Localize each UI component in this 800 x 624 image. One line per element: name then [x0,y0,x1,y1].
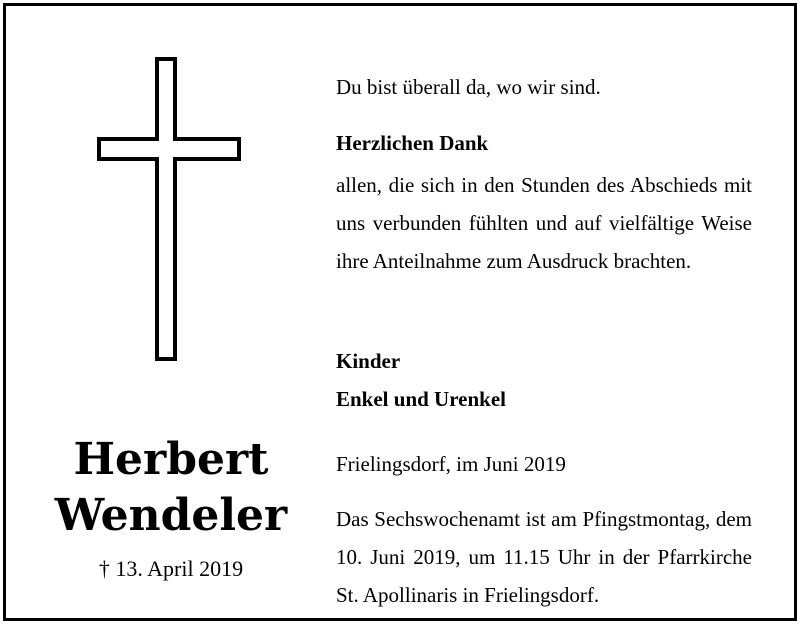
deceased-first-name: Herbert [73,434,269,485]
thanks-heading: Herzlichen Dank [336,131,489,155]
obituary-notice [3,3,797,621]
mass-info: Das Sechswochenamt ist am Pfingstmontag, dem 10. Juni 2019, um 11.15 Uhr in der Pfarrkirche St. Apollinaris in Frielingsdorf. [336,507,752,607]
death-date: † 13. April 2019 [98,556,244,581]
deceased-last-name: Wendeler [54,490,288,541]
motto: Du bist überall da, wo wir sind. [336,75,601,99]
thanks-body: allen, die sich in den Stunden des Abschieds mit uns verbunden fühlten und auf vielfältige Weise ihre Anteilnahme zum Ausdruck brachten. [336,173,752,273]
place-date: Frielingsdorf, im Juni 2019 [336,452,566,476]
signature-children: Kinder [336,349,401,373]
signature-grandchildren: Enkel und Urenkel [336,387,506,411]
cross-icon [94,56,244,362]
